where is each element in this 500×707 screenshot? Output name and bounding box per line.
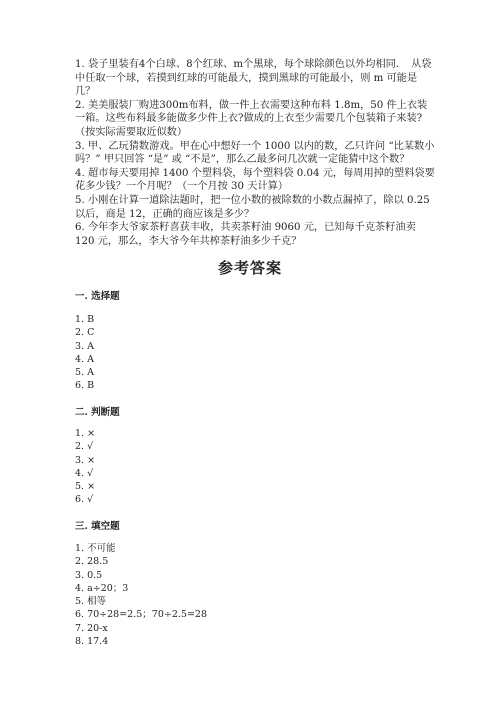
section-title-choice: 一. 选择题: [75, 291, 120, 302]
list-item: 2. √: [75, 441, 94, 453]
list-item: 7. 20-x: [75, 622, 108, 634]
list-item: 6. B: [75, 380, 95, 392]
list-item: 5. A: [75, 367, 94, 379]
list-item: 1. B: [75, 314, 95, 325]
list-item: 8. 17.4: [75, 636, 109, 648]
list-item: 5. ×: [75, 481, 96, 493]
list-item: 1. 不可能: [75, 543, 116, 554]
problem-list: [75, 58, 435, 248]
list-item: 1. ×: [75, 428, 96, 439]
list-item: 3. A: [75, 340, 94, 352]
problem-3: 3. 甲、乙玩猜数游戏。甲在心中想好一个 1000 以内的数，乙只许问 “比某数小吗？” 甲只回答 “是” 或 “不是”，那么乙最多问几次就一定能猜中这个数？: [75, 140, 435, 166]
problem-4: 4. 超市每天要用掉 1400 个塑料袋，每个塑料袋 0.04 元，每周用掉的塑料袋要花多少钱？一个月呢？（一个月按 30 天计算）: [75, 167, 435, 193]
list-item: 6. √: [75, 494, 94, 506]
list-item: 5. 相等: [75, 596, 107, 608]
problem-2: 2. 美美服装厂购进300m布料，做一件上衣需要这种布料 1.8m，50 件上衣装一箱。这些布料最多能做多少件上衣?做成的上衣至少需要几个包装箱子来装?（按实际需要取近似数）: [75, 99, 428, 138]
list-item: 3. 0.5: [75, 569, 103, 581]
section-title-judge: 二. 判断题: [75, 407, 120, 418]
list-item: 4. √: [75, 467, 94, 479]
answer-title: 参考答案: [217, 259, 282, 277]
list-item: 3. ×: [75, 454, 96, 466]
list-item: 6. 70÷28=2.5；70÷2.5=28: [75, 609, 207, 621]
problem-5: 5. 小刚在计算一道除法题时，把一位小数的被除数的小数点漏掉了，除以 0.25 以后，商是 12，正确的商应该是多少？: [75, 194, 430, 220]
problem-6: 6. 今年李大爷家茶籽喜获丰收，共卖茶籽油 9060 元，已知每千克茶籽油卖 120 元，那么，李大爷今年共榨茶籽油多少千克？: [75, 222, 416, 247]
list-item: 4. A: [75, 353, 94, 365]
judge-answer-list: [75, 427, 95, 507]
list-item: 2. 28.5: [75, 556, 109, 568]
choice-answer-list: [75, 313, 94, 393]
problem-1: 1. 袋子里装有4个白球、8个红球、m个黑球，每个球除颜色以外均相同． 从袋中任取一个球，若摸到红球的可能最大，摸到黑球的可能最小，则 m 可能是几？: [75, 59, 432, 98]
list-item: 2. C: [75, 327, 95, 339]
section-title-fill: 三. 填空题: [75, 521, 120, 532]
list-item: 4. a÷20；3: [75, 582, 129, 594]
fill-answer-list: [75, 542, 207, 648]
